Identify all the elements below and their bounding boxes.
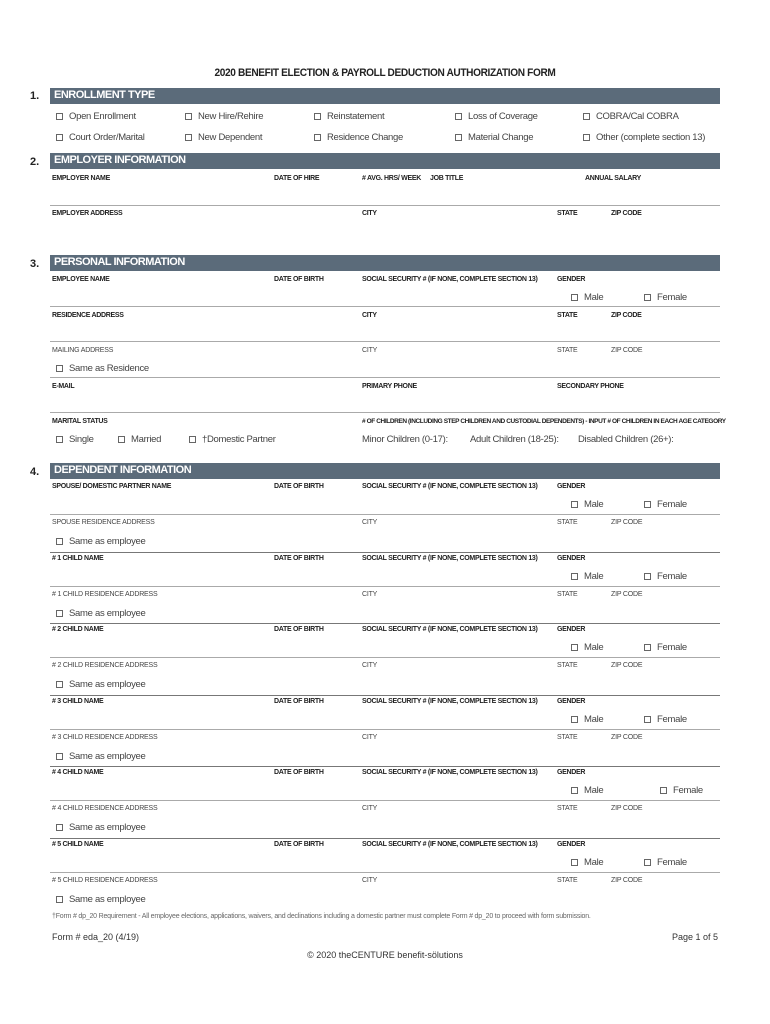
- ssn-label: SOCIAL SECURITY # (IF NONE, COMPLETE SECTION 13): [362, 276, 538, 283]
- section-4-number: 4.: [30, 466, 40, 478]
- state-label: STATE: [557, 210, 578, 217]
- section-2-number: 2.: [30, 156, 40, 168]
- zip-label: ZIP CODE: [611, 877, 643, 884]
- zip-label: ZIP CODE: [611, 591, 643, 598]
- same-as-employee-option[interactable]: Same as employee: [56, 608, 146, 619]
- gender-male-option[interactable]: Male: [571, 642, 603, 653]
- field-divider: [50, 729, 720, 730]
- avg-hours-label: # AVG. HRS/ WEEK: [362, 175, 421, 182]
- checkbox-icon[interactable]: [571, 573, 578, 580]
- section-3-number: 3.: [30, 258, 40, 270]
- checkbox-icon[interactable]: [185, 134, 192, 141]
- checkbox-icon[interactable]: [644, 716, 651, 723]
- checkbox-icon[interactable]: [314, 134, 321, 141]
- same-as-employee-option[interactable]: Same as employee: [56, 536, 146, 547]
- city-label: CITY: [362, 519, 378, 526]
- ssn-label: SOCIAL SECURITY # (IF NONE, COMPLETE SECTION 13): [362, 698, 538, 705]
- checkbox-icon[interactable]: [571, 501, 578, 508]
- dependent-name-label: # 1 CHILD NAME: [52, 555, 104, 562]
- checkbox-icon[interactable]: [644, 573, 651, 580]
- gender-male-option[interactable]: Male: [571, 714, 603, 725]
- page-number: Page 1 of 5: [671, 932, 718, 942]
- gender-female-option[interactable]: Female: [644, 292, 687, 303]
- field-divider: [50, 800, 720, 801]
- dependent-address-label: SPOUSE RESIDENCE ADDRESS: [52, 519, 155, 526]
- checkbox-icon[interactable]: [56, 824, 63, 831]
- checkbox-icon[interactable]: [644, 501, 651, 508]
- checkbox-icon[interactable]: [56, 365, 63, 372]
- employee-name-label: EMPLOYEE NAME: [52, 276, 110, 283]
- state-label: STATE: [557, 312, 578, 319]
- gender-female-option[interactable]: Female: [660, 785, 703, 796]
- dob-label: DATE OF BIRTH: [274, 769, 324, 776]
- checkbox-icon[interactable]: [644, 644, 651, 651]
- city-label: CITY: [362, 734, 378, 741]
- field-divider: [50, 412, 720, 413]
- field-divider: [50, 657, 720, 658]
- checkbox-icon[interactable]: [56, 896, 63, 903]
- city-label: CITY: [362, 347, 378, 354]
- same-as-employee-option[interactable]: Same as employee: [56, 822, 146, 833]
- gender-label: GENDER: [557, 841, 586, 848]
- section-3-title: PERSONAL INFORMATION: [54, 256, 185, 268]
- city-label: CITY: [362, 210, 377, 217]
- mailing-address-label: MAILING ADDRESS: [52, 347, 114, 354]
- checkbox-icon[interactable]: [314, 113, 321, 120]
- gender-male-option[interactable]: Male: [571, 857, 603, 868]
- dependent-name-label: SPOUSE/ DOMESTIC PARTNER NAME: [52, 483, 172, 490]
- date-of-hire-label: DATE OF HIRE: [274, 175, 320, 182]
- zip-label: ZIP CODE: [611, 347, 643, 354]
- employer-name-label: EMPLOYER NAME: [52, 175, 110, 182]
- dependent-divider: [50, 623, 720, 624]
- enrollment-option[interactable]: COBRA/Cal COBRA: [583, 111, 679, 122]
- dob-label: DATE OF BIRTH: [274, 276, 324, 283]
- marital-status-label: MARITAL STATUS: [52, 418, 108, 425]
- checkbox-icon[interactable]: [189, 436, 196, 443]
- checkbox-icon[interactable]: [185, 113, 192, 120]
- state-label: STATE: [557, 347, 578, 354]
- copyright: © 2020 theCENTURE benefit-sölutions: [307, 950, 463, 960]
- gender-female-option[interactable]: Female: [644, 714, 687, 725]
- dependent-address-label: # 1 CHILD RESIDENCE ADDRESS: [52, 591, 158, 598]
- checkbox-icon[interactable]: [644, 859, 651, 866]
- gender-label: GENDER: [557, 276, 586, 283]
- employer-address-label: EMPLOYER ADDRESS: [52, 210, 123, 217]
- ssn-label: SOCIAL SECURITY # (IF NONE, COMPLETE SECTION 13): [362, 626, 538, 633]
- enrollment-option[interactable]: Court Order/Marital: [56, 132, 145, 143]
- checkbox-icon[interactable]: [118, 436, 125, 443]
- dependent-divider: [50, 838, 720, 839]
- checkbox-icon[interactable]: [56, 134, 63, 141]
- checkbox-icon[interactable]: [571, 644, 578, 651]
- marital-single-option[interactable]: Single: [56, 434, 94, 445]
- checkbox-icon[interactable]: [56, 436, 63, 443]
- gender-label: GENDER: [557, 698, 586, 705]
- checkbox-icon[interactable]: [56, 753, 63, 760]
- section-2-header: [50, 153, 720, 169]
- zip-label: ZIP CODE: [611, 805, 643, 812]
- field-divider: [50, 306, 720, 307]
- children-count-label: # OF CHILDREN (INCLUDING STEP CHILDREN AND CUSTODIAL DEPENDENTS) - INPUT # OF CHILDREN IN EACH AGE CATEGORY: [362, 418, 726, 425]
- gender-label: GENDER: [557, 769, 586, 776]
- zip-label: ZIP CODE: [611, 210, 642, 217]
- ssn-label: SOCIAL SECURITY # (IF NONE, COMPLETE SECTION 13): [362, 841, 538, 848]
- city-label: CITY: [362, 877, 378, 884]
- zip-label: ZIP CODE: [611, 734, 643, 741]
- same-as-residence-option[interactable]: Same as Residence: [56, 363, 149, 374]
- section-2-title: EMPLOYER INFORMATION: [54, 154, 186, 166]
- state-label: STATE: [557, 591, 578, 598]
- checkbox-icon[interactable]: [56, 610, 63, 617]
- checkbox-icon[interactable]: [571, 294, 578, 301]
- enrollment-option[interactable]: New Hire/Rehire: [185, 111, 263, 122]
- checkbox-icon[interactable]: [644, 294, 651, 301]
- zip-label: ZIP CODE: [611, 662, 643, 669]
- field-divider: [50, 377, 720, 378]
- gender-label: GENDER: [557, 555, 586, 562]
- enrollment-option[interactable]: Residence Change: [314, 132, 403, 143]
- checkbox-icon[interactable]: [660, 787, 667, 794]
- state-label: STATE: [557, 662, 578, 669]
- section-4-title: DEPENDENT INFORMATION: [54, 464, 192, 476]
- gender-male-option[interactable]: Male: [571, 785, 603, 796]
- gender-male-option[interactable]: Male: [571, 571, 603, 582]
- field-divider: [50, 514, 720, 515]
- dependent-name-label: # 2 CHILD NAME: [52, 626, 104, 633]
- enrollment-option[interactable]: New Dependent: [185, 132, 262, 143]
- ssn-label: SOCIAL SECURITY # (IF NONE, COMPLETE SECTION 13): [362, 769, 538, 776]
- dependent-divider: [50, 552, 720, 553]
- section-1-header: [50, 88, 720, 104]
- dob-label: DATE OF BIRTH: [274, 841, 324, 848]
- dependent-address-label: # 2 CHILD RESIDENCE ADDRESS: [52, 662, 158, 669]
- dependent-name-label: # 5 CHILD NAME: [52, 841, 104, 848]
- state-label: STATE: [557, 805, 578, 812]
- state-label: STATE: [557, 877, 578, 884]
- dependent-name-label: # 4 CHILD NAME: [52, 769, 104, 776]
- checkbox-icon[interactable]: [56, 113, 63, 120]
- enrollment-option[interactable]: Open Enrollment: [56, 111, 136, 122]
- field-divider: [50, 341, 720, 342]
- dob-label: DATE OF BIRTH: [274, 555, 324, 562]
- checkbox-icon[interactable]: [583, 113, 590, 120]
- email-label: E-MAIL: [52, 383, 75, 390]
- checkbox-icon[interactable]: [571, 859, 578, 866]
- section-1-number: 1.: [30, 90, 40, 102]
- same-as-employee-option[interactable]: Same as employee: [56, 894, 146, 905]
- disabled-children-field[interactable]: Disabled Children (26+):: [578, 434, 674, 445]
- checkbox-icon[interactable]: [571, 716, 578, 723]
- primary-phone-label: PRIMARY PHONE: [362, 383, 417, 390]
- dependent-address-label: # 5 CHILD RESIDENCE ADDRESS: [52, 877, 158, 884]
- ssn-label: SOCIAL SECURITY # (IF NONE, COMPLETE SECTION 13): [362, 483, 538, 490]
- field-divider: [50, 586, 720, 587]
- annual-salary-label: ANNUAL SALARY: [585, 175, 641, 182]
- same-as-employee-option[interactable]: Same as employee: [56, 751, 146, 762]
- ssn-label: SOCIAL SECURITY # (IF NONE, COMPLETE SECTION 13): [362, 555, 538, 562]
- city-label: CITY: [362, 312, 377, 319]
- dob-label: DATE OF BIRTH: [274, 483, 324, 490]
- enrollment-option[interactable]: Material Change: [455, 132, 533, 143]
- dependent-address-label: # 4 CHILD RESIDENCE ADDRESS: [52, 805, 158, 812]
- enrollment-option[interactable]: Reinstatement: [314, 111, 384, 122]
- enrollment-option[interactable]: Loss of Coverage: [455, 111, 538, 122]
- gender-female-option[interactable]: Female: [644, 499, 687, 510]
- city-label: CITY: [362, 591, 378, 598]
- footnote: †Form # dp_20 Requirement - All employee elections, applications, waivers, and declinations including a domestic partner must complete Form # dp_20 to proceed with form submission.: [52, 913, 591, 920]
- job-title-label: JOB TITLE: [430, 175, 464, 182]
- checkbox-icon[interactable]: [56, 681, 63, 688]
- form-title: 2020 BENEFIT ELECTION & PAYROLL DEDUCTION AUTHORIZATION FORM: [214, 67, 556, 79]
- checkbox-icon[interactable]: [571, 787, 578, 794]
- dependent-address-label: # 3 CHILD RESIDENCE ADDRESS: [52, 734, 158, 741]
- field-divider: [50, 872, 720, 873]
- section-1-title: ENROLLMENT TYPE: [54, 89, 155, 101]
- minor-children-field[interactable]: Minor Children (0-17):: [362, 434, 448, 445]
- form-number: Form # eda_20 (4/19): [52, 932, 140, 942]
- gender-male-option[interactable]: Male: [571, 292, 603, 303]
- state-label: STATE: [557, 734, 578, 741]
- field-divider: [50, 205, 720, 206]
- dob-label: DATE OF BIRTH: [274, 698, 324, 705]
- gender-label: GENDER: [557, 483, 586, 490]
- gender-female-option[interactable]: Female: [644, 857, 687, 868]
- section-3-header: [50, 255, 720, 271]
- dependent-divider: [50, 695, 720, 696]
- checkbox-icon[interactable]: [455, 113, 462, 120]
- checkbox-icon[interactable]: [455, 134, 462, 141]
- state-label: STATE: [557, 519, 578, 526]
- adult-children-field[interactable]: Adult Children (18-25):: [470, 434, 559, 445]
- dependent-name-label: # 3 CHILD NAME: [52, 698, 104, 705]
- zip-label: ZIP CODE: [611, 519, 643, 526]
- checkbox-icon[interactable]: [56, 538, 63, 545]
- zip-label: ZIP CODE: [611, 312, 642, 319]
- dependent-divider: [50, 766, 720, 767]
- city-label: CITY: [362, 662, 378, 669]
- residence-address-label: RESIDENCE ADDRESS: [52, 312, 124, 319]
- gender-female-option[interactable]: Female: [644, 642, 687, 653]
- same-as-employee-option[interactable]: Same as employee: [56, 679, 146, 690]
- gender-female-option[interactable]: Female: [644, 571, 687, 582]
- secondary-phone-label: SECONDARY PHONE: [557, 383, 624, 390]
- gender-label: GENDER: [557, 626, 586, 633]
- marital-married-option[interactable]: Married: [118, 434, 161, 445]
- gender-male-option[interactable]: Male: [571, 499, 603, 510]
- marital-domestic-partner-option[interactable]: †Domestic Partner: [189, 434, 276, 445]
- dob-label: DATE OF BIRTH: [274, 626, 324, 633]
- enrollment-option[interactable]: Other (complete section 13): [583, 132, 705, 143]
- checkbox-icon[interactable]: [583, 134, 590, 141]
- section-4-header: [50, 463, 720, 479]
- city-label: CITY: [362, 805, 378, 812]
